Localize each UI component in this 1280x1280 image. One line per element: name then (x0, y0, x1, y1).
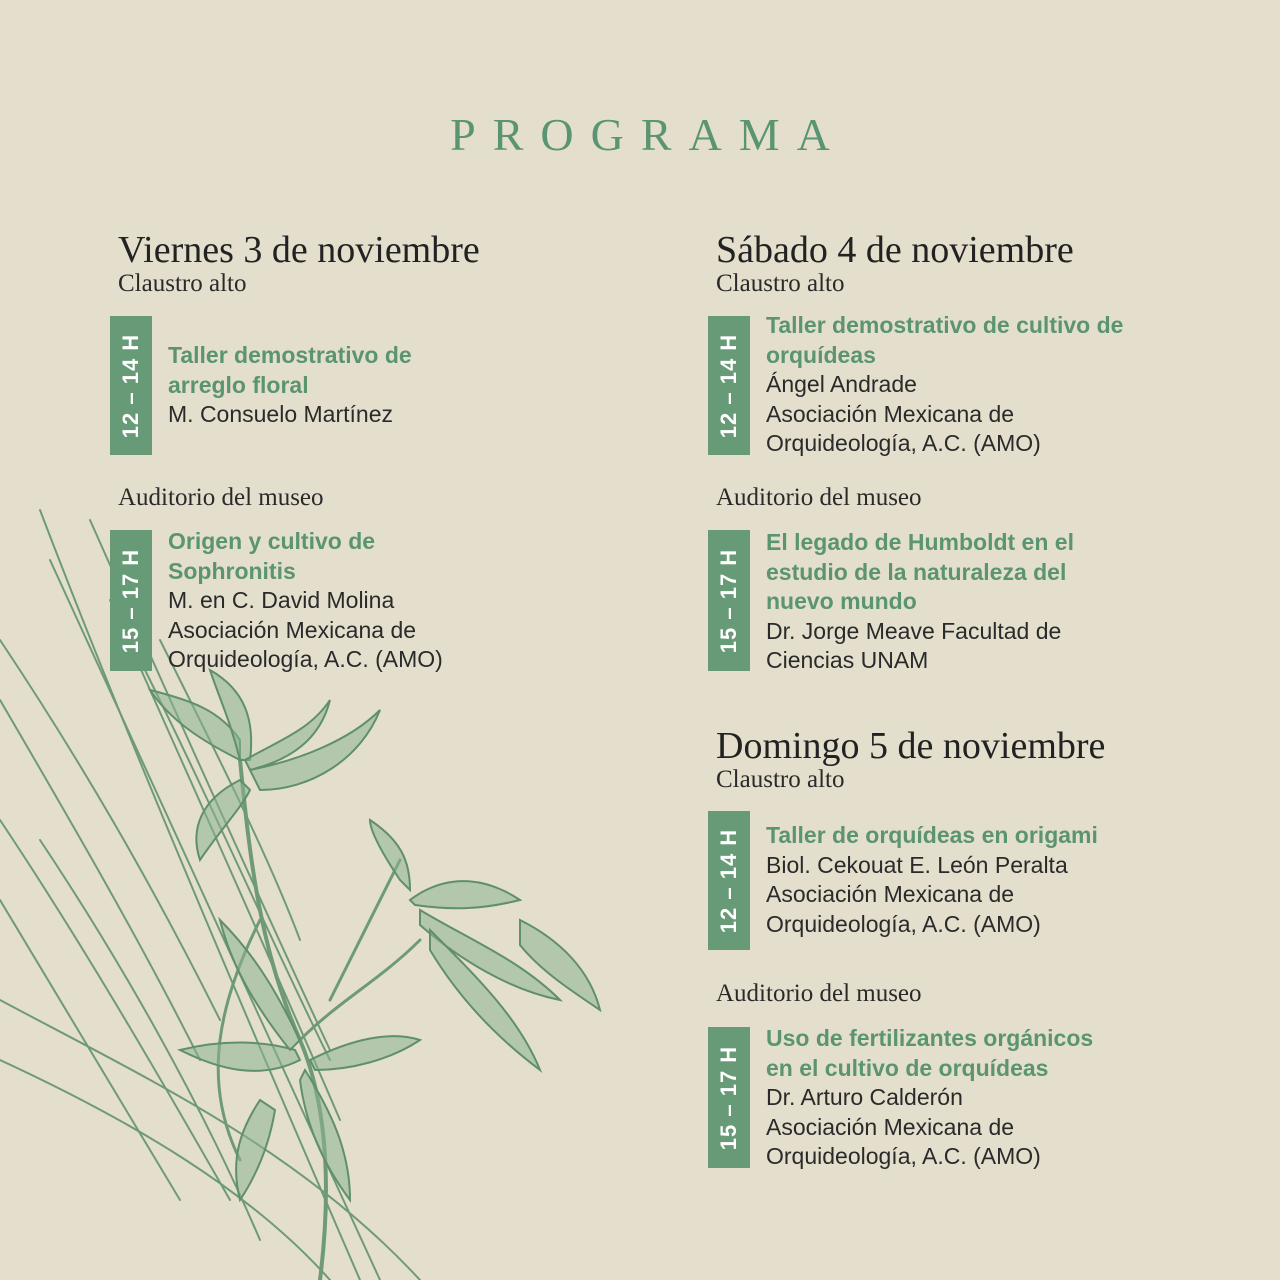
day-title: Sábado 4 de noviembre (716, 229, 1074, 271)
affiliation-line: Orquideología, A.C. (AMO) (168, 646, 443, 672)
affiliation-line: Asociación Mexicana de (168, 616, 417, 643)
session-title-line: Taller demostrativo de cultivo de (766, 312, 1124, 338)
day-friday (118, 230, 480, 298)
session-title-line: Taller demostrativo de (168, 342, 412, 368)
speaker: Biol. Cekouat E. León Peralta (766, 851, 1068, 878)
session-title-line: nuevo mundo (766, 588, 917, 614)
day-saturday (716, 230, 1074, 298)
time-badge: 12 – 14 H (110, 316, 152, 455)
session-title-line: orquídeas (766, 341, 876, 368)
time-badge: 15 – 17 H (110, 530, 152, 671)
affiliation-line: Orquideología, A.C. (AMO) (766, 910, 1041, 937)
session-title-line: Uso de fertilizantes orgánicos (766, 1025, 1094, 1051)
time-badge: 12 – 14 H (708, 811, 750, 950)
session-title-line: arreglo floral (168, 371, 309, 398)
day-sunday (716, 726, 1105, 794)
venue-label: Claustro alto (716, 270, 845, 297)
time-badge: 15 – 17 H (708, 1027, 750, 1168)
speaker: Dr. Arturo Calderón (766, 1084, 963, 1110)
affiliation-line: Asociación Mexicana de (766, 881, 1015, 907)
session-title-line: estudio de la naturaleza del (766, 558, 1067, 585)
affiliation-line: Orquideología, A.C. (AMO) (766, 1143, 1041, 1169)
page-title: PROGRAMA (450, 109, 847, 160)
venue-label: Claustro alto (716, 766, 845, 793)
venue-label: Claustro alto (118, 270, 247, 297)
day-title: Viernes 3 de noviembre (118, 229, 480, 271)
session-title-line: Origen y cultivo de (168, 528, 376, 554)
speaker: Dr. Jorge Meave Facultad de (766, 617, 1062, 644)
affiliation-line: Asociación Mexicana de (766, 1113, 1015, 1140)
session-title-line: Sophronitis (168, 557, 296, 584)
speaker: M. en C. David Molina (168, 587, 395, 613)
day-title: Domingo 5 de noviembre (716, 725, 1106, 767)
venue-label: Auditorio del museo (118, 484, 324, 511)
venue-label: Auditorio del museo (716, 980, 922, 1007)
affiliation-line: Orquideología, A.C. (AMO) (766, 430, 1041, 456)
venue-label: Auditorio del museo (716, 484, 922, 511)
session-title-line: El legado de Humboldt en el (766, 529, 1074, 555)
session-title-line: en el cultivo de orquídeas (766, 1054, 1049, 1081)
session-title-line: Taller de orquídeas en origami (766, 822, 1098, 848)
speaker: M. Consuelo Martínez (168, 401, 393, 427)
speaker: Ángel Andrade (766, 371, 917, 397)
time-badge: 15 – 17 H (708, 530, 750, 671)
affiliation-line: Asociación Mexicana de (766, 400, 1015, 427)
affiliation-line: Ciencias UNAM (766, 647, 929, 673)
time-badge: 12 – 14 H (708, 316, 750, 455)
